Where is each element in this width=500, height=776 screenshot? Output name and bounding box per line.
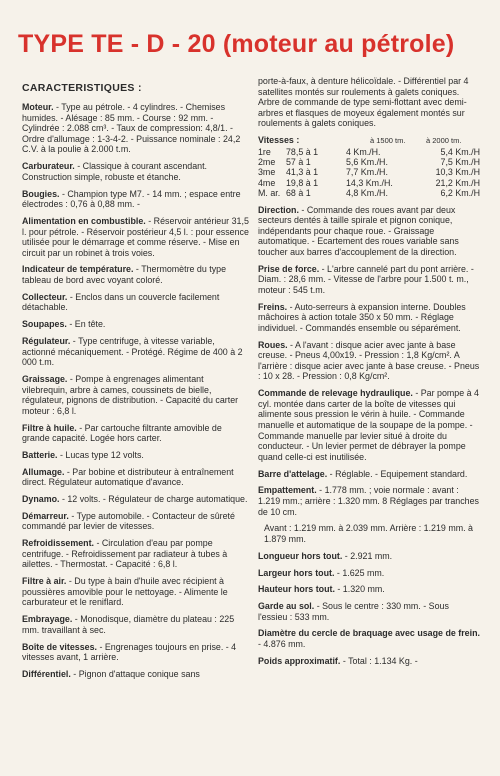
spec-text: Avant : 1.219 mm. à 2.039 mm. Arrière : 1.219 mm. à 1.879 mm. [264, 523, 473, 544]
speed-cell-v2: 21,2 Km./H [435, 177, 480, 188]
spec-entry [22, 494, 250, 505]
spec-label: Freins. [258, 301, 288, 312]
spec-entry [258, 601, 480, 622]
spec-entry [22, 264, 250, 285]
spec-entry [22, 538, 250, 570]
spec-entry [22, 336, 250, 368]
spec-entry [258, 656, 480, 667]
spec-entry [258, 628, 480, 649]
speed-cell-g: 1re [258, 146, 271, 157]
spec-text: - Par cartouche filtrante amovible de grande capacité. Logée hors carter. [22, 422, 222, 444]
spec-entry [22, 576, 250, 608]
spec-text: - 1.320 mm. [334, 584, 385, 595]
spec-text: - Lucas type 12 volts. [57, 449, 144, 460]
spec-label: Démarreur. [22, 510, 69, 521]
speed-cell-r: 19,8 à 1 [286, 177, 319, 188]
spec-text: - 2.921 mm. [342, 550, 393, 561]
spec-entry [22, 102, 250, 155]
spec-text: - Auto-serreurs à expansion interne. Doubles mâchoires à action totale 350 x 50 mm. - Réglage individuel. - Commandés ensemble ou séparément. [258, 301, 466, 333]
spec-label: Moteur. [22, 102, 54, 112]
spec-entry [22, 189, 250, 210]
spec-label: Batterie. [22, 449, 58, 460]
spec-text: - Type automobile. - Contacteur de sûreté commandé par levier de vitesses. [22, 510, 235, 532]
spec-label: Indicateur de température. [22, 264, 134, 275]
spec-entry [258, 485, 480, 517]
section-heading: CARACTERISTIQUES : [22, 82, 142, 94]
speed-cell-v1: 5,6 Km./H. [346, 156, 388, 167]
spec-entry [258, 388, 480, 462]
spec-text: - Commande des roues avant par deux secteurs dentés à taille spirale et pignon conique, indépendants pour chaque roue. - Graissage automatique. - Ecartement des roues variable sans toucher aux barres d'accouplement de la direction. [258, 204, 459, 257]
speed-cell-g: 3me [258, 167, 276, 178]
spec-label: Boîte de vitesses. [22, 641, 97, 652]
left-spec-list [22, 102, 250, 680]
spec-label: Poids approximatif. [258, 655, 341, 666]
speed-cell-v1: 4 Km./H. [346, 146, 381, 157]
spec-label: Barre d'attelage. [258, 468, 328, 479]
spec-text: - Pignon d'attaque conique sans [70, 668, 200, 679]
spec-entry [22, 642, 250, 663]
speeds-table [258, 135, 480, 198]
spec-label: Diamètre du cercle de braquage avec usage de frein. [258, 628, 480, 639]
spec-text: - 1.625 mm. [334, 567, 385, 578]
spec-entry [22, 374, 250, 416]
spec-label: Différentiel. [22, 668, 71, 679]
spec-label: Largeur hors tout. [258, 567, 335, 578]
spec-label: Régulateur. [22, 336, 71, 346]
spec-entry [258, 551, 480, 562]
spec-label: Roues. [258, 339, 288, 350]
spec-label: Dynamo. [22, 494, 60, 505]
spec-label: Filtre à huile. [22, 422, 77, 433]
spec-label: Soupapes. [22, 319, 67, 330]
spec-text: - A l'avant : disque acier avec jante à base creuse. - Pneus 4,00x19. - Pression : 1,8 Kg/cm². A l'arrière : disque acier avec jante à base creuse. - Pneus : 10 x 28. - Pression : 0,8 Kg/cm². [258, 339, 480, 382]
speeds-col-1500: à 1500 tm. [370, 136, 406, 146]
spec-entry [258, 264, 480, 296]
spec-label: Filtre à air. [22, 576, 67, 587]
speed-row [258, 157, 480, 167]
spec-label: Empattement. [258, 485, 317, 496]
spec-entry [258, 340, 480, 382]
speed-cell-r: 78,5 à 1 [286, 146, 319, 157]
speeds-header [258, 135, 480, 146]
speed-cell-g: 4me [258, 177, 276, 188]
speed-cell-v2: 6,2 Km./H [440, 188, 480, 199]
spec-entry-continued [258, 76, 480, 129]
speed-row [258, 167, 480, 177]
spec-text: - Champion type M7. - 14 mm. ; espace entre électrodes : 0,76 à 0,88 mm. - [22, 188, 241, 210]
spec-text: - L'arbre cannelé part du pont arrière. - Diam. : 28,6 mm. - Vitesse de l'arbre pour 1.500 t. m., moteur : 545 t.m. [258, 263, 474, 295]
spec-entry [22, 319, 250, 330]
spec-label: Bougies. [22, 188, 60, 199]
spec-entry [22, 216, 250, 258]
speeds-rows [258, 147, 480, 199]
spec-text: - Monodisque, diamètre du plateau : 225 mm. travaillant à sec. [22, 614, 235, 635]
spec-label: Carburateur. [22, 161, 75, 172]
spec-entry [258, 523, 480, 544]
spec-text: - Par bobine et distributeur à entraînement direct. Régulateur automatique d'avance. [22, 466, 234, 488]
spec-text: porte-à-faux, à denture hélicoïdale. - Différentiel par 4 satellites montés sur roulements à galets coniques. Arbre de commande de type semi-flottant avec demi-arbres et flasques de moyeux également montés sur roulements à galets coniques. [258, 76, 469, 129]
speed-row [258, 147, 480, 157]
spec-entry [258, 469, 480, 480]
spec-text: - Total : 1.134 Kg. - [340, 655, 418, 666]
spec-text: - Classique à courant ascendant. Construction simple, robuste et étanche. [22, 161, 207, 182]
spec-label: Alimentation en combustible. [22, 215, 146, 226]
spec-label: Collecteur. [22, 291, 68, 302]
spec-text: - Pompe à engrenages alimentant vilebrequin, arbre à cames, coussinets de bielle, régulateur, pignons de distribution. - Capacité du carter moteur : 6,8 l. [22, 373, 239, 416]
right-column [258, 76, 480, 673]
spec-entry [22, 511, 250, 532]
speed-cell-v1: 4,8 Km./H. [346, 188, 388, 199]
spec-entry [22, 161, 250, 182]
speed-cell-v1: 7,7 Km./H. [346, 167, 388, 178]
spec-text: - Engrenages toujours en prise. - 4 vitesses avant, 1 arrière. [22, 641, 237, 663]
spec-entry [22, 450, 250, 461]
speed-row [258, 188, 480, 198]
spec-columns [22, 76, 480, 772]
spec-text: - Thermomètre du type tableau de bord avec voyant coloré. [22, 264, 227, 286]
spec-text: - Type centrifuge, à vitesse variable, actionné mécaniquement. - Protégé. Régime de 400 à 2 000 t.m. [22, 336, 243, 368]
spec-entry [258, 205, 480, 258]
spec-label: Longueur hors tout. [258, 550, 343, 561]
spec-entry [22, 467, 250, 488]
right-spec-list [258, 205, 480, 667]
spec-entry [22, 423, 250, 444]
spec-entry [258, 584, 480, 595]
speed-cell-v2: 5,4 Km./H [440, 146, 480, 157]
spec-label: Embrayage. [22, 614, 73, 625]
spec-text: - Du type à bain d'huile avec récipient à poussières amovible pour le nettoyage. - Alimente le carburateur et le reniflard. [22, 576, 228, 608]
spec-text: - Circulation d'eau par pompe centrifuge. - Refroidissement par radiateur à tubes à ailettes. - Thermostat. - Capacité : 6,8 l. [22, 538, 228, 570]
page-title: TYPE TE - D - 20 (moteur au pétrole) [18, 30, 455, 58]
spec-entry [22, 614, 250, 635]
spec-entry [22, 669, 250, 680]
spec-label: Direction. [258, 204, 299, 215]
spec-text: - 1.778 mm. ; voie normale : avant : 1.219 mm.; arrière : 1.320 mm. 8 Réglages par tranches de 10 cm. [258, 485, 479, 517]
speed-cell-g: M. ar. [258, 188, 281, 199]
speed-cell-g: 2me [258, 156, 276, 167]
left-column [22, 82, 250, 686]
speed-cell-v2: 7,5 Km./H [440, 156, 480, 167]
speeds-col-2000: à 2000 tm. [426, 136, 462, 146]
spec-text: - 12 volts. - Régulateur de charge automatique. [59, 494, 248, 505]
spec-text: - 4.876 mm. [258, 639, 306, 650]
spec-label: Refroidissement. [22, 538, 95, 549]
spec-label: Prise de force. [258, 263, 320, 274]
spec-text: - Réservoir antérieur 31,5 l. pour pétrole. - Réservoir postérieur 4,5 l. : pour essence utilisée pour le démarrage et comme réserve. - Mise en circuit par un robinet à trois voies. [22, 215, 249, 258]
speed-cell-v1: 14,3 Km./H. [346, 177, 393, 188]
spec-text: - Enclos dans un couvercle facilement détachable. [22, 291, 220, 313]
spec-label: Garde au sol. [258, 601, 315, 612]
speed-cell-v2: 10,3 Km./H [435, 167, 480, 178]
speeds-label: Vitesses : [258, 135, 300, 146]
speed-row [258, 178, 480, 188]
spec-text: - Type au pétrole. - 4 cylindres. - Chemises humides. - Alésage : 85 mm. - Course : 92 mm. - Cylindrée : 2.088 cm³. - Taux de compression: 4,8/1. - Ordre d'allumage : 1-3-4-2. - Puissance nominale : 24,2 C.V. à la poulie à 2.000 t.m. [22, 102, 241, 155]
spec-entry [258, 302, 480, 334]
spec-text: - En tête. [66, 319, 106, 330]
spec-label: Commande de relevage hydraulique. [258, 388, 413, 399]
speed-cell-r: 68 à 1 [286, 188, 311, 199]
spec-entry [22, 292, 250, 313]
speed-cell-r: 41,3 à 1 [286, 167, 319, 178]
spec-text: - Par pompe à 4 cyl. montée dans carter de la boîte de vitesses qui alimente sous pression le vérin à huile. - Commande manuelle et automatique de la soupape de la pompe. - Commande manuelle par levier situé à droite du conducteur. - Un levier permet de débrayer la pompe quand celle-ci est inutilisée. [258, 388, 479, 462]
spec-label: Hauteur hors tout. [258, 584, 335, 595]
spec-entry [258, 568, 480, 579]
speed-cell-r: 57 à 1 [286, 156, 311, 167]
spec-text: - Sous le centre : 330 mm. - Sous l'essieu : 533 mm. [258, 601, 449, 622]
spec-label: Allumage. [22, 466, 65, 477]
spec-label: Graissage. [22, 373, 68, 384]
spec-text: - Réglable. - Equipement standard. [327, 468, 468, 479]
